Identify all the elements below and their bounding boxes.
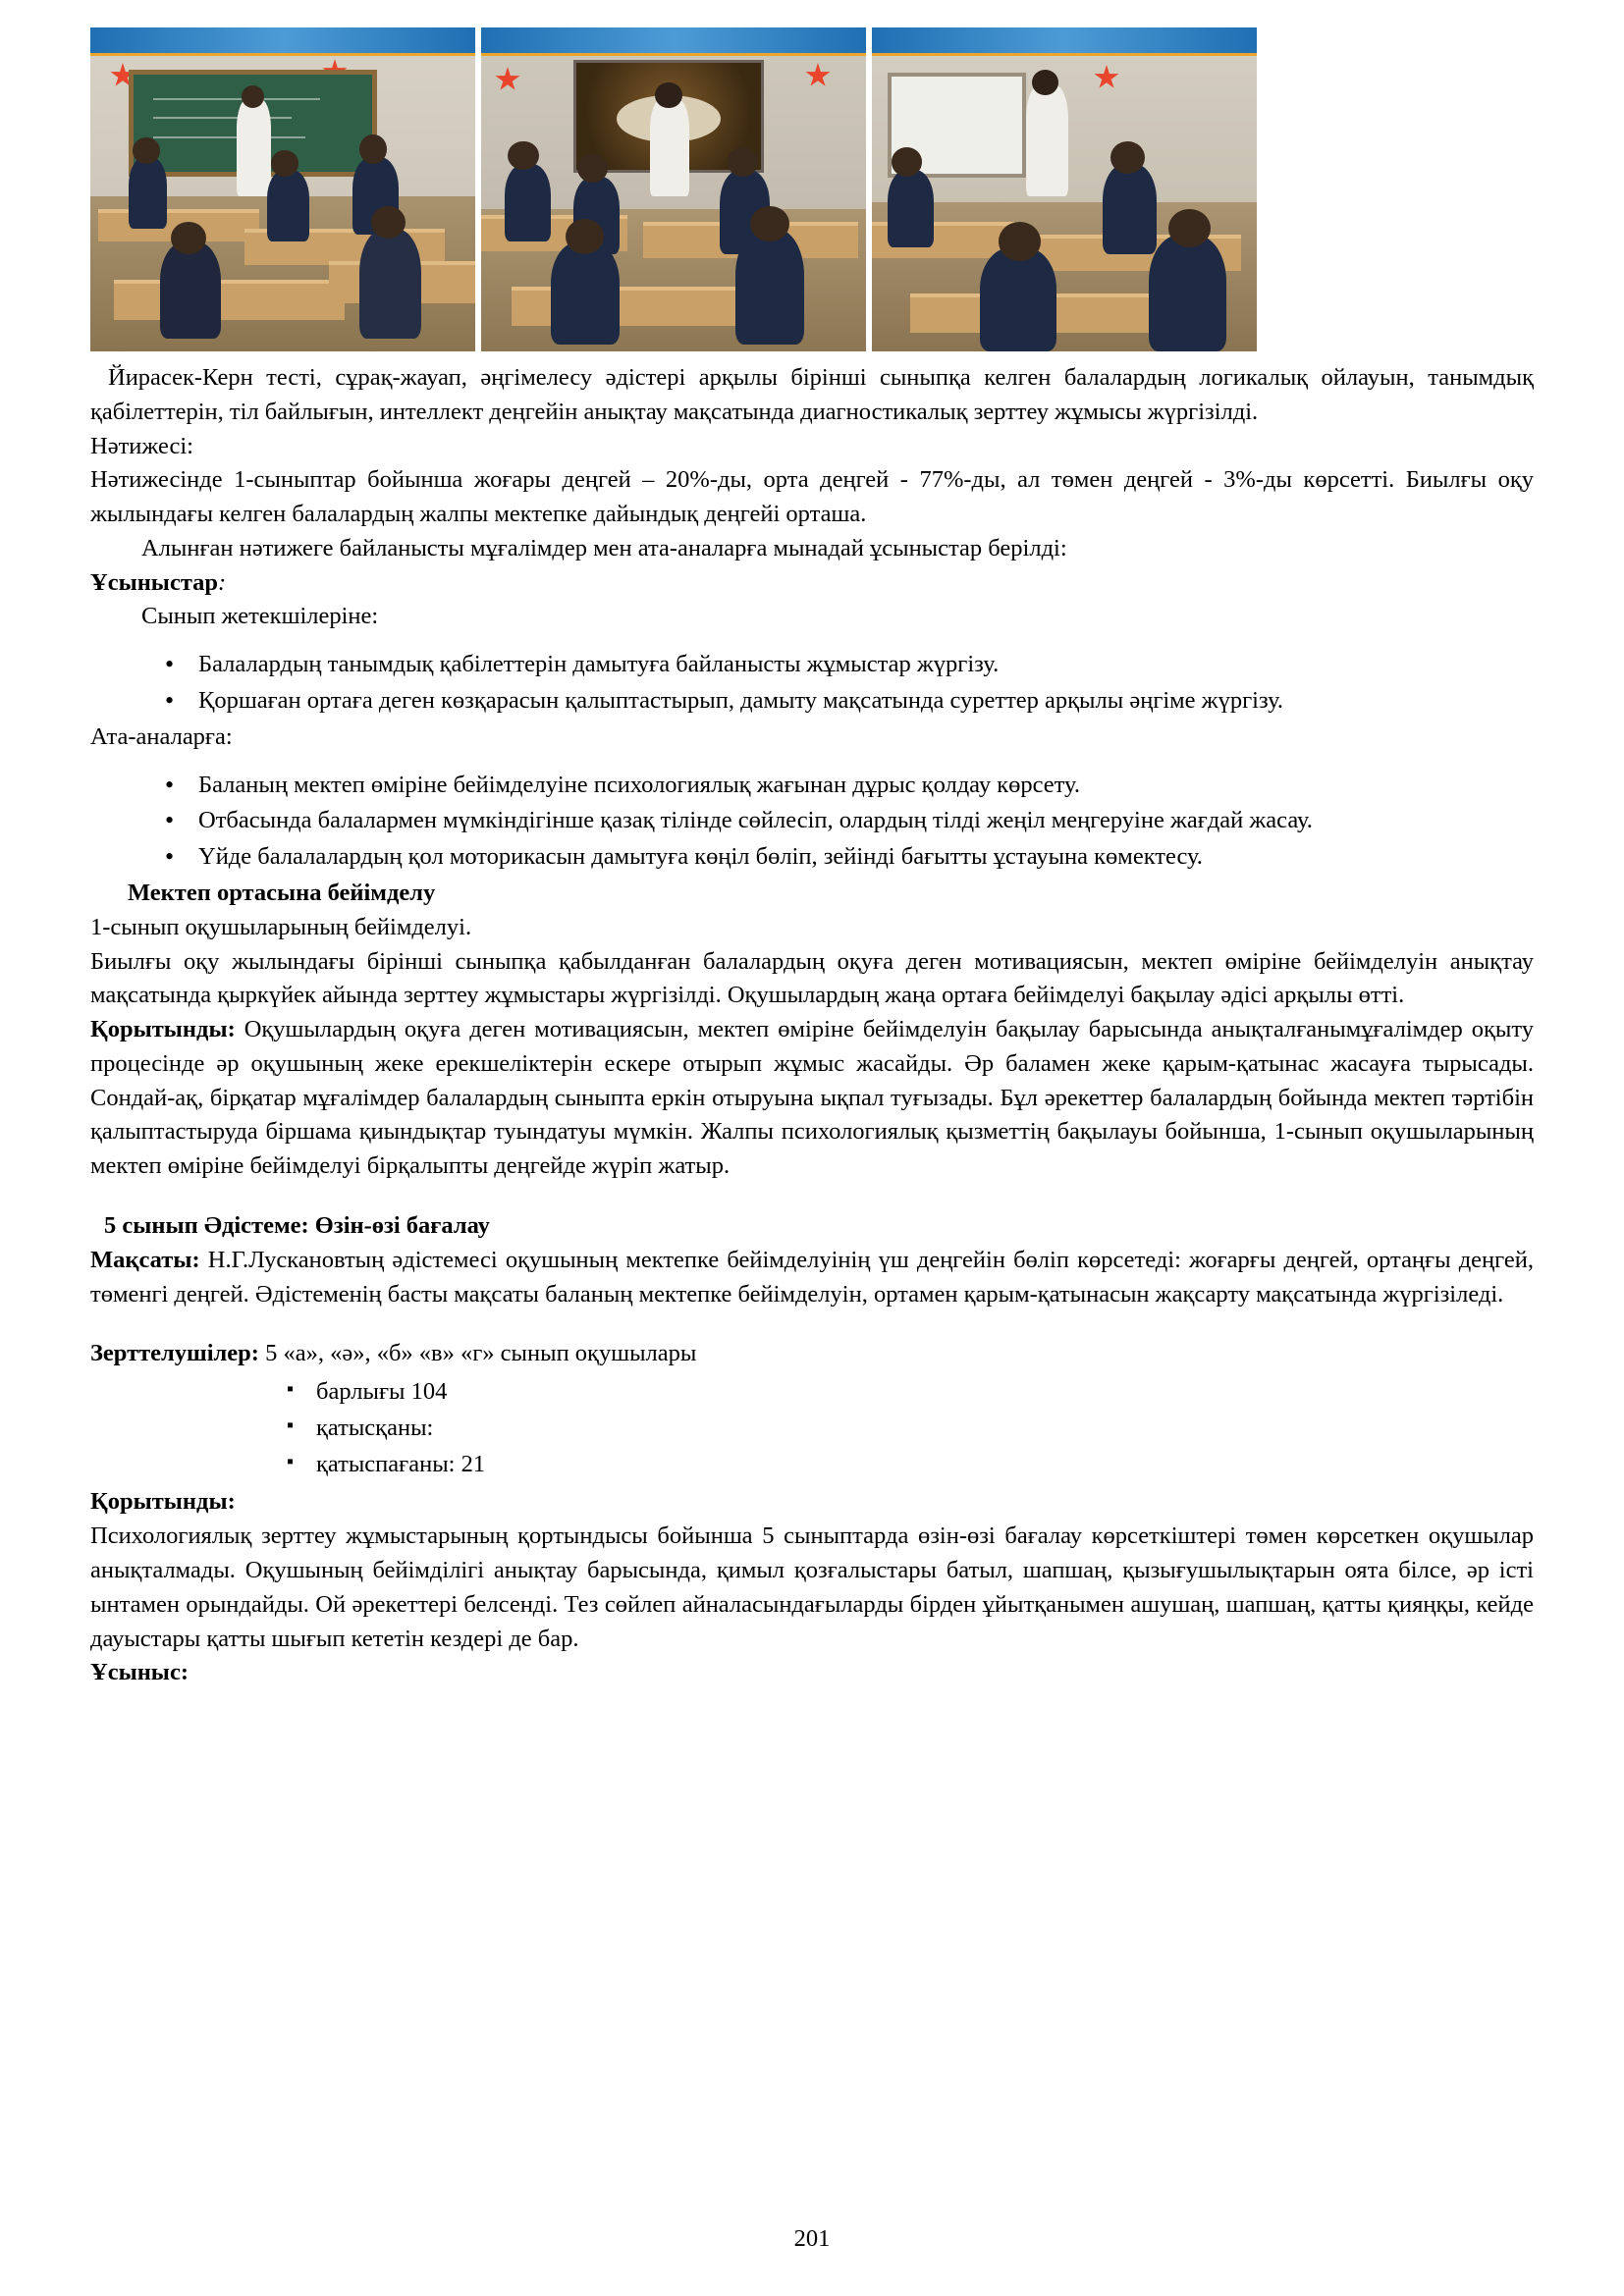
list-item: • Отбасында балалармен мүмкіндігінше қазақ тілінде сөйлесіп, олардың тілді жеңіл меңгеруіне жағдай жасау.	[198, 804, 1534, 838]
participants-text: 5 «а», «ә», «б» «в» «г» сынып оқушылары	[258, 1340, 697, 1367]
photo2-teacher	[650, 99, 688, 196]
paragraph-participants	[90, 1337, 1534, 1371]
list-item: • Үйде балалалардың қол моторикасын дамытуға көңіл бөліп, зейінді бағытты ұстауына көмектесу.	[198, 840, 1534, 875]
list-item: ▪ қатысқаны:	[316, 1412, 1534, 1446]
page-number: 201	[793, 2225, 831, 2252]
photo3-teacher	[1026, 85, 1068, 195]
bullet-list-participants	[90, 1375, 1534, 1481]
class-teachers-label: Сынып жетекшілеріне:	[141, 603, 379, 630]
bullet-list-parents	[90, 769, 1534, 875]
purpose-label: Мақсаты:	[90, 1246, 200, 1273]
paragraph-result-label: Нәтижесі:	[90, 432, 193, 459]
photo2-banner	[481, 27, 866, 53]
paragraph-intro: Йирасек-Керн тесті, сұрақ-жауап, әңгімелесу әдістері арқылы бірінші сыныпқа келген балалардың логикалық ойлауын, танымдық қабілеттерін, тіл байлығын, интеллект деңгейін анықтау мақсатында диагностикалық зерттеу жұмысы жүргізілді.	[90, 364, 1534, 425]
classroom-photo-projector	[481, 27, 866, 351]
paragraph-conclusion-1	[90, 1013, 1534, 1184]
bullet-list-teachers	[90, 648, 1534, 719]
conclusion-1-label: Қорытынды:	[90, 1016, 236, 1043]
section-heading-grade5: 5 сынып Әдістеме: Өзін-өзі бағалау	[104, 1211, 490, 1239]
paragraph-grade1-adaptation: 1-сынып оқушыларының бейімделуі.	[90, 913, 472, 940]
parents-label: Ата-аналарға:	[90, 722, 233, 750]
recommendations-heading-punct: :	[218, 568, 227, 596]
photo2-teacher-head	[655, 82, 681, 108]
recommendations-heading-text: Ұсыныстар	[90, 568, 219, 596]
conclusion-1-text: Оқушылардың оқуға деген мотивациясын, мектеп өміріне бейімделуін бақылау барысында анықталғанымұғалімдер оқыту процесінде әр оқушының жеке ерекшеліктерін ескере отырып жұмыс жасайды. Әр баламен жеке қарым-қатынас жасауға тырысады. Сондай-ақ, бірқатар мұғалімдер балалардың сыныпта еркін отыруына ықпал туғызады. Бұл әрекеттер балалардың бойында мектеп тәртібін қалыптастыруда біршама қиындықтар туындатуы мүмкін. Жалпы психологиялық қызметтің бақылауы бойынша, 1-сынып оқушыларының мектеп өміріне бейімделуі бірқалыпты деңгейде жүріп жатыр.	[90, 1016, 1534, 1180]
purpose-text: Н.Г.Лускановтың әдістемесі оқушының мектепке бейімделуінің үш деңгейін бөліп көрсетеді: жоғарғы деңгей, ортаңғы деңгей, төменгі деңгей. Әдістеменің басты мақсаты баланың мектепке бейімделуін, ортамен қарым-қатынасын жақсарту мақсатында жүргізіледі.	[90, 1246, 1534, 1308]
photo3-banner	[872, 27, 1257, 53]
list-item: • Қоршаған ортаға деген көзқарасын қалыптастырып, дамыту мақсатында суреттер арқылы әңгіме жүргізу.	[198, 684, 1534, 719]
photo1-banner	[90, 27, 475, 53]
list-item: • Баланың мектеп өміріне бейімделуіне психологиялық жағынан дұрыс қолдау көрсету.	[198, 769, 1534, 803]
paragraph-purpose	[90, 1244, 1534, 1312]
photo1-teacher	[237, 99, 271, 196]
recommendations-heading	[90, 566, 1534, 601]
list-item: ▪ қатыспағаны: 21	[316, 1448, 1534, 1482]
classroom-photo-teacher	[872, 27, 1257, 351]
list-item: • Балалардың танымдық қабілеттерін дамытуға байланысты жұмыстар жүргізу.	[198, 648, 1534, 682]
classroom-photo-chalkboard	[90, 27, 475, 351]
paragraph-result-detail: Нәтижесінде 1-сыныптар бойынша жоғары деңгей – 20%-ды, орта деңгей - 77%-ды, ал төмен деңгей - 3%-ды көрсетті. Биылғы оқу жылындағы келген балалардың жалпы мектепке дайындық деңгейі орташа.	[90, 466, 1534, 528]
paragraph-recommendations-intro: Алынған нәтижеге байланысты мұғалімдер мен ата-аналарға мынадай ұсыныстар берілді:	[141, 534, 1067, 561]
section-heading-adaptation: Мектеп ортасына бейімделу	[128, 879, 436, 906]
participants-label: Зерттелушілер:	[90, 1340, 259, 1367]
paragraph-conclusion-2: Психологиялық зерттеу жұмыстарының қортындысы бойынша 5 сыныптарда өзін-өзі бағалау көрсеткіштері төмен көрсеткен оқушылар анықталмады. Оқушының бейімділігі анықтау барысында, қимыл қозғалыстары батыл, шапшаң, қызығушылықтарын оята білсе, әр істі ынтамен орындайды. Ой әрекеттері белсенді. Тез сөйлеп айналасындағыларды бірден ұйытқанымен ашушаң, шапшаң, қатты қияңқы, кейде дауыстары қатты шығып кететін кездері де бар.	[90, 1522, 1534, 1652]
suggestion-label: Ұсыныс:	[90, 1659, 189, 1686]
photo-strip	[90, 27, 1534, 351]
conclusion-2-label: Қорытынды:	[90, 1488, 236, 1516]
list-item: ▪ барлығы 104	[316, 1375, 1534, 1410]
paragraph-september-research: Биылғы оқу жылындағы бірінші сыныпқа қабылданған балалардың оқуға деген мотивациясын, мектеп өміріне бейімделуін анықтау мақсатында қыркүйек айында зерттеу жұмыстары жүргізілді. Оқушылардың жаңа ортаға бейімделуі бақылау әдісі арқылы өтті.	[90, 947, 1534, 1009]
